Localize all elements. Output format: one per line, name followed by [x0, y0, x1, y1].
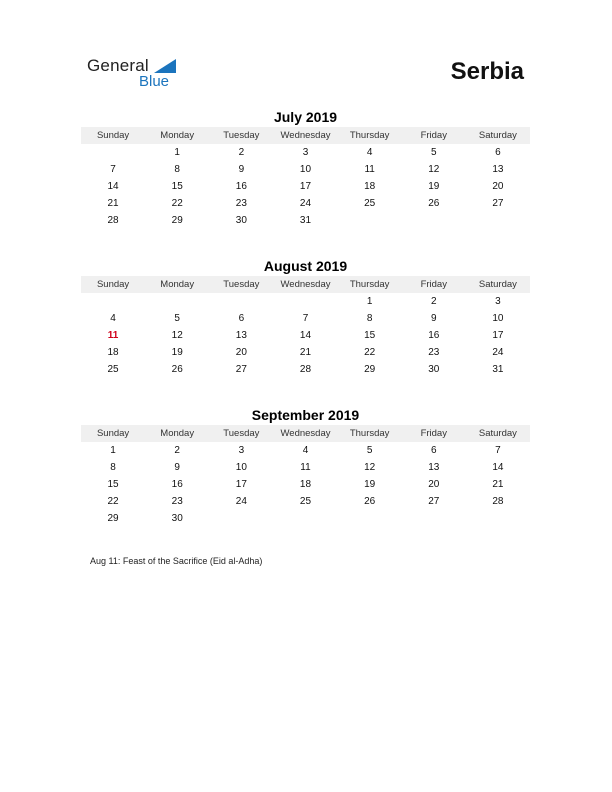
day-cell: 17 — [492, 330, 504, 341]
day-cell: 18 — [364, 181, 376, 192]
week-row — [81, 212, 530, 229]
day-cell: 10 — [235, 462, 247, 473]
holiday-note: Aug 11: Feast of the Sacrifice (Eid al-Adha) — [90, 556, 263, 566]
day-cell: 22 — [107, 496, 119, 507]
day-cell: 9 — [430, 313, 437, 324]
day-cell: 12 — [171, 330, 183, 341]
day-cell: 3 — [495, 296, 501, 307]
day-cell: 16 — [428, 330, 440, 341]
month-title: September 2019 — [251, 407, 360, 423]
day-cell: 31 — [492, 364, 504, 375]
week-row — [81, 459, 530, 476]
day-cell: 28 — [492, 496, 504, 507]
weekday-label: Monday — [160, 130, 195, 141]
week-row — [81, 510, 530, 527]
day-cell: 11 — [364, 164, 375, 175]
day-cell: 21 — [299, 347, 312, 358]
day-cell: 2 — [238, 147, 245, 158]
day-cell: 4 — [110, 313, 116, 324]
day-cell: 21 — [107, 198, 119, 209]
day-cell: 27 — [492, 198, 504, 209]
day-cell: 29 — [107, 513, 119, 524]
week-row — [81, 195, 530, 212]
day-cell: 17 — [299, 181, 312, 192]
month-title: August 2019 — [263, 258, 348, 274]
day-cell: 14 — [299, 330, 312, 341]
day-cell: 24 — [299, 198, 312, 209]
day-cell: 5 — [174, 313, 180, 324]
month-block — [81, 257, 530, 378]
weekday-label: Thursday — [349, 428, 390, 439]
day-cell: 28 — [107, 215, 119, 226]
day-cell: 26 — [171, 364, 183, 375]
day-cell: 16 — [235, 181, 247, 192]
weekday-label: Wednesday — [280, 130, 331, 141]
week-row — [81, 442, 530, 459]
day-cell: 16 — [171, 479, 183, 490]
week-row — [81, 144, 530, 161]
day-cell: 2 — [430, 296, 437, 307]
logo-general-text: General — [87, 56, 149, 75]
weekday-label: Wednesday — [280, 279, 331, 290]
day-cell: 7 — [110, 164, 116, 175]
logo-triangle-icon — [154, 59, 176, 73]
day-cell: 8 — [366, 313, 373, 324]
day-cell: 23 — [428, 347, 440, 358]
weekday-label: Friday — [420, 428, 447, 439]
day-cell: 19 — [171, 347, 183, 358]
day-cell: 2 — [174, 445, 180, 456]
week-row — [81, 327, 530, 344]
day-cell: 22 — [364, 347, 376, 358]
day-cell: 27 — [235, 364, 247, 375]
day-cell: 6 — [430, 445, 437, 456]
day-cell: 22 — [171, 198, 183, 209]
day-cell: 23 — [235, 198, 247, 209]
day-cell: 9 — [238, 164, 245, 175]
day-cell: 12 — [428, 164, 440, 175]
day-cell: 8 — [110, 462, 116, 473]
day-cell: 3 — [238, 445, 245, 456]
weekday-label: Thursday — [349, 279, 390, 290]
day-cell: 24 — [492, 347, 504, 358]
day-cell: 4 — [302, 445, 309, 456]
weekday-label: Tuesday — [223, 130, 260, 141]
day-cell: 26 — [364, 496, 376, 507]
day-cell: 4 — [366, 147, 373, 158]
month-block — [81, 406, 530, 527]
day-cell: 10 — [299, 164, 312, 175]
month-title: July 2019 — [273, 109, 338, 125]
weekday-label: Tuesday — [223, 428, 260, 439]
weekday-header-row — [81, 276, 530, 293]
day-cell: 27 — [428, 496, 440, 507]
weekday-label: Wednesday — [280, 428, 331, 439]
week-row — [81, 493, 530, 510]
day-cell: 14 — [107, 181, 119, 192]
weekday-label: Sunday — [96, 130, 130, 141]
day-cell: 18 — [299, 479, 312, 490]
weekday-label: Friday — [420, 279, 447, 290]
day-cell: 25 — [299, 496, 312, 507]
day-cell: 28 — [299, 364, 312, 375]
week-row — [81, 344, 530, 361]
weekday-label: Monday — [160, 428, 195, 439]
weekday-label: Sunday — [96, 279, 130, 290]
day-cell: 25 — [107, 364, 119, 375]
day-cell: 6 — [238, 313, 245, 324]
day-cell: 19 — [364, 479, 376, 490]
day-cell: 24 — [235, 496, 247, 507]
day-cell: 7 — [495, 445, 501, 456]
weekday-label: Sunday — [96, 428, 130, 439]
month-block — [81, 108, 530, 229]
day-cell: 14 — [492, 462, 504, 473]
day-cell: 31 — [299, 215, 312, 226]
day-cell: 26 — [428, 198, 440, 209]
week-row — [81, 161, 530, 178]
day-cell: 11 — [300, 462, 311, 473]
weekday-label: Saturday — [478, 428, 517, 439]
day-cell: 5 — [430, 147, 437, 158]
weekday-label: Tuesday — [223, 279, 260, 290]
holiday-notes — [90, 556, 262, 566]
day-cell: 15 — [364, 330, 376, 341]
day-cell: 1 — [110, 445, 116, 456]
day-cell: 18 — [107, 347, 119, 358]
country-title: Serbia — [450, 58, 524, 85]
week-row — [81, 310, 530, 327]
day-cell: 10 — [492, 313, 504, 324]
day-cell: 8 — [174, 164, 180, 175]
general-blue-logo — [87, 56, 187, 92]
holiday-day-cell: 11 — [107, 330, 119, 341]
week-row — [81, 361, 530, 378]
day-cell: 30 — [171, 513, 183, 524]
day-cell: 29 — [171, 215, 183, 226]
day-cell: 13 — [492, 164, 504, 175]
day-cell: 13 — [428, 462, 440, 473]
day-cell: 15 — [171, 181, 183, 192]
day-cell: 12 — [364, 462, 376, 473]
day-cell: 1 — [366, 296, 373, 307]
day-cell: 17 — [235, 479, 247, 490]
day-cell: 20 — [428, 479, 440, 490]
day-cell: 6 — [495, 147, 501, 158]
day-cell: 1 — [174, 147, 180, 158]
day-cell: 25 — [364, 198, 376, 209]
weekday-header-row — [81, 425, 530, 442]
weekday-label: Saturday — [478, 130, 517, 141]
day-cell: 30 — [235, 215, 247, 226]
day-cell: 5 — [366, 445, 373, 456]
day-cell: 29 — [364, 364, 376, 375]
day-cell: 15 — [107, 479, 119, 490]
weekday-label: Thursday — [349, 130, 390, 141]
day-cell: 3 — [302, 147, 309, 158]
weekday-label: Friday — [420, 130, 447, 141]
day-cell: 20 — [492, 181, 504, 192]
day-cell: 9 — [174, 462, 180, 473]
day-cell: 13 — [235, 330, 247, 341]
day-cell: 20 — [235, 347, 247, 358]
day-cell: 23 — [171, 496, 183, 507]
day-cell: 7 — [302, 313, 309, 324]
day-cell: 21 — [492, 479, 504, 490]
day-cell: 30 — [428, 364, 440, 375]
week-row — [81, 476, 530, 493]
weekday-label: Monday — [160, 279, 195, 290]
logo-blue-text: Blue — [139, 73, 170, 90]
day-cell: 19 — [428, 181, 440, 192]
weekday-header-row — [81, 127, 530, 144]
weekday-label: Saturday — [478, 279, 517, 290]
week-row — [81, 178, 530, 195]
week-row — [81, 293, 530, 310]
